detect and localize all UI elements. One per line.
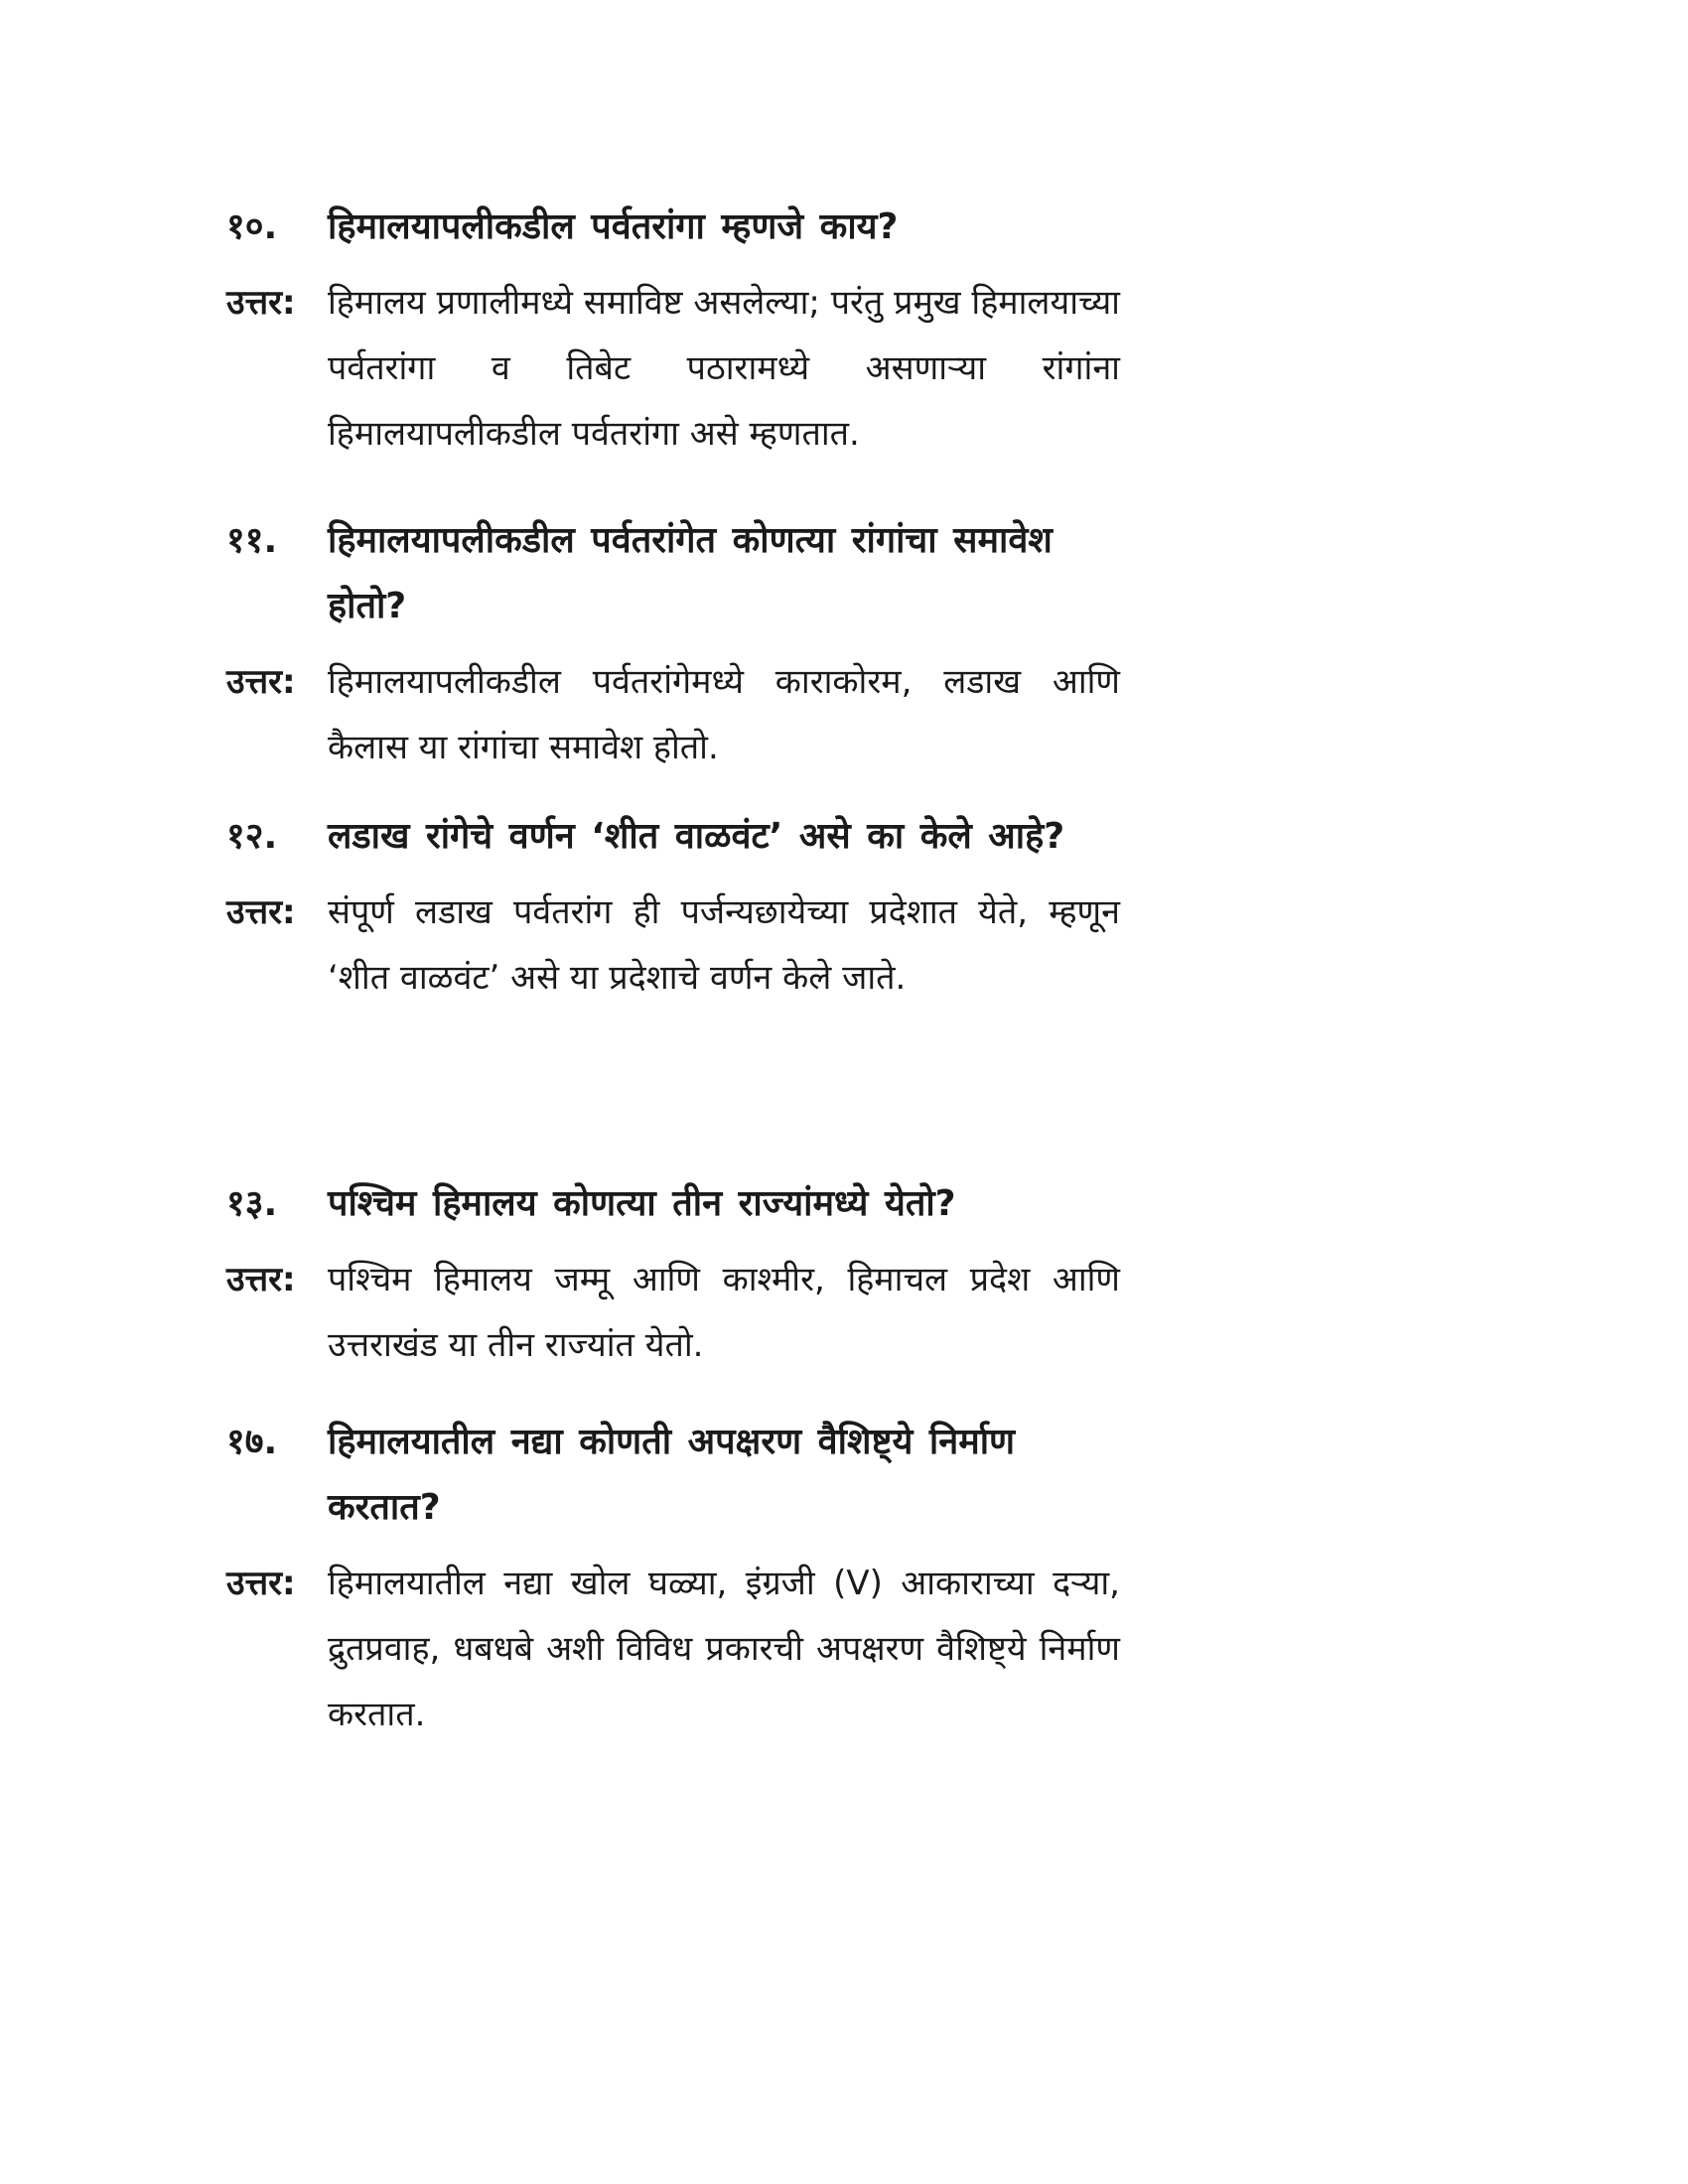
question-number: ११. <box>226 520 278 561</box>
question-row <box>226 804 1120 870</box>
qa-item-12 <box>226 804 1120 1011</box>
qa-item-17 <box>226 1410 1120 1747</box>
answer-row <box>226 1551 1120 1747</box>
question-text: हिमालयापलीकडील पर्वतरांगेत कोणत्या रांगांचा समावेश होतो? <box>328 520 1053 626</box>
question-number: १३. <box>226 1183 278 1224</box>
question-text: लडाख रांगेचे वर्णन ‘शीत वाळवंट’ असे का केले आहे? <box>328 816 1065 857</box>
answer-text: हिमालयातील नद्या खोल घळ्या, इंग्रजी (V) आकाराच्या दऱ्या, द्रुतप्रवाह, धबधबे अशी विविध प्रकारची अपक्षरण वैशिष्ट्ये निर्माण करतात. <box>328 1564 1120 1734</box>
question-row <box>226 1171 1120 1237</box>
question-number: १२. <box>226 816 278 857</box>
answer-label: उत्तर: <box>226 1260 296 1299</box>
question-number: १७. <box>226 1422 278 1462</box>
question-text: हिमालयापलीकडील पर्वतरांगा म्हणजे काय? <box>328 206 899 247</box>
question-text: पश्चिम हिमालय कोणत्या तीन राज्यांमध्ये येतो? <box>328 1183 956 1224</box>
question-row <box>226 508 1120 639</box>
answer-row <box>226 1247 1120 1378</box>
answer-row <box>226 880 1120 1011</box>
answer-label: उत्तर: <box>226 283 296 323</box>
answer-text: हिमालय प्रणालीमध्ये समाविष्ट असलेल्या; परंतु प्रमुख हिमालयाच्या पर्वतरांगा व तिबेट पठारामध्ये असणाऱ्या रांगांना हिमालयापलीकडील पर्वतरांगा असे म्हणतात. <box>328 283 1120 454</box>
qa-item-13 <box>226 1171 1120 1378</box>
question-number: १०. <box>226 206 278 247</box>
answer-label: उत्तर: <box>226 892 296 932</box>
answer-text: पश्चिम हिमालय जम्मू आणि काश्मीर, हिमाचल प्रदेश आणि उत्तराखंड या तीन राज्यांत येतो. <box>328 1260 1120 1365</box>
question-text: हिमालयातील नद्या कोणती अपक्षरण वैशिष्ट्ये निर्माण करतात? <box>328 1422 1016 1528</box>
answer-row <box>226 270 1120 467</box>
answer-label: उत्तर: <box>226 662 296 702</box>
answer-text: संपूर्ण लडाख पर्वतरांग ही पर्जन्यछायेच्या प्रदेशात येते, म्हणून ‘शीत वाळवंट’ असे या प्रदेशाचे वर्णन केले जाते. <box>328 892 1120 998</box>
answer-label: उत्तर: <box>226 1564 296 1603</box>
question-row <box>226 195 1120 260</box>
qa-item-10 <box>226 195 1120 467</box>
answer-text: हिमालयापलीकडील पर्वतरांगेमध्ये काराकोरम, लडाख आणि कैलास या रांगांचा समावेश होतो. <box>328 662 1120 767</box>
question-row <box>226 1410 1120 1541</box>
answer-row <box>226 649 1120 780</box>
qa-item-11 <box>226 508 1120 780</box>
